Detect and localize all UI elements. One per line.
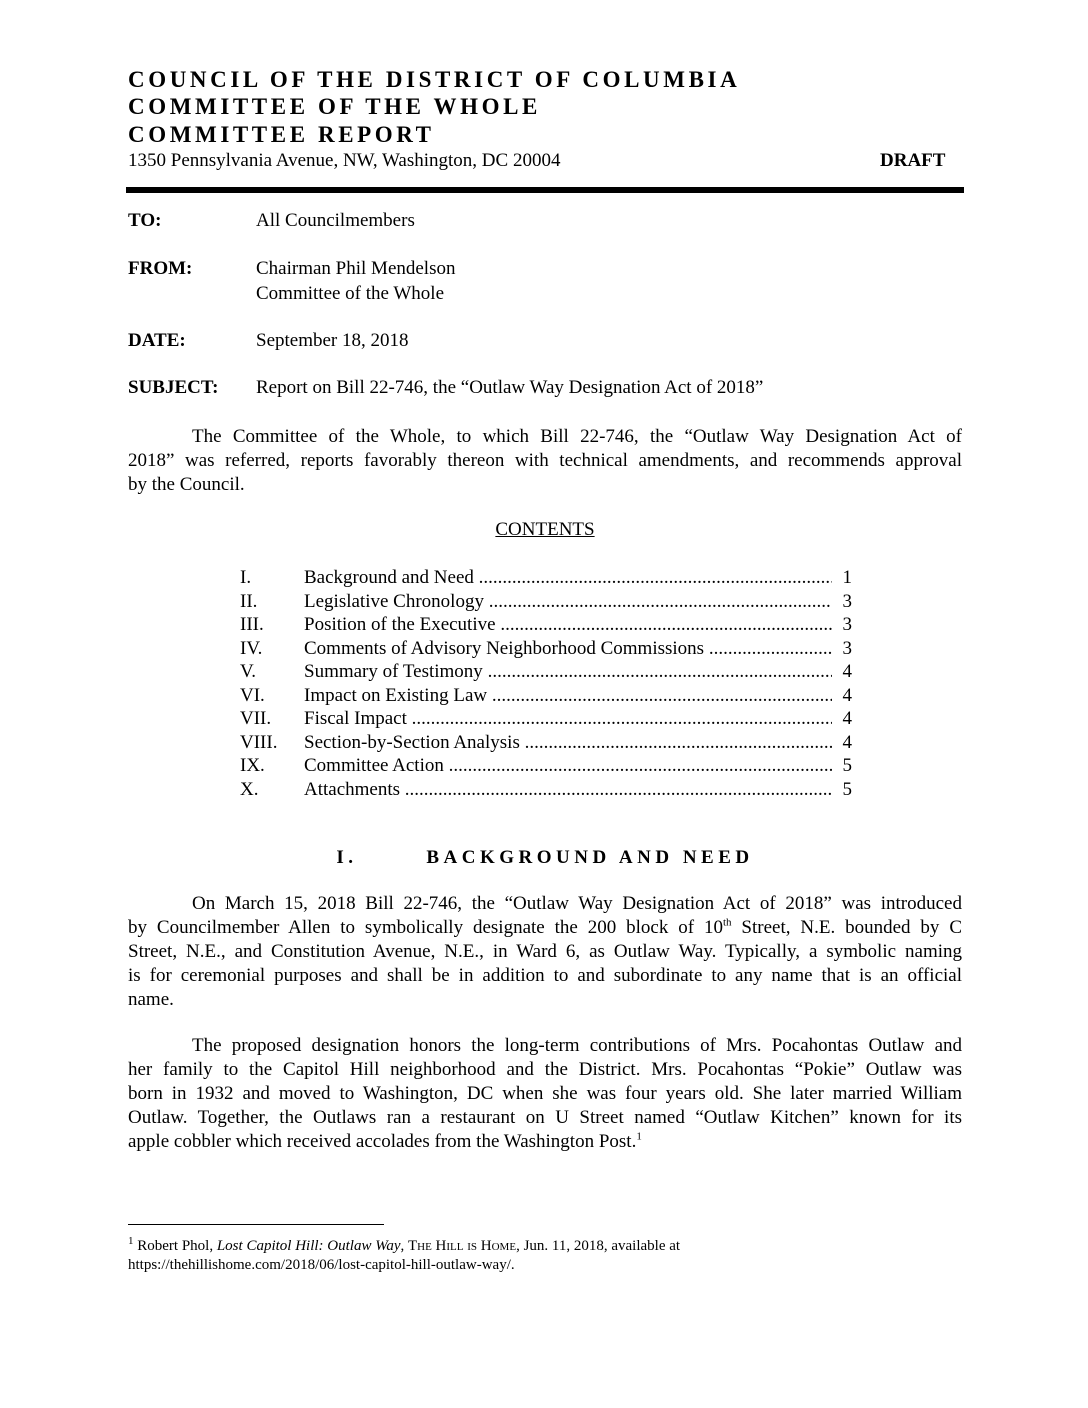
footnote-line-1: $^1$ Robert Phol, Lost Capitol Hill: Outlaw Way, The Hill is Home, Jun. 11, 2018, available at — [128, 1235, 681, 1254]
paragraph-line: Outlaw. Together, the Outlaws ran a restaurant on U Street named “Outlaw Kitchen” known for its — [128, 1107, 962, 1128]
toc-item-title: Position of the Executive ..... — [304, 613, 832, 637]
header-committee-name: COMMITTEE OF THE WHOLE — [128, 94, 541, 119]
toc-item-page: 5 — [842, 778, 852, 800]
footnote-publication: The Hill is Home — [407, 1238, 517, 1254]
toc-item-number: III. — [240, 614, 264, 635]
paragraph-line: born in 1932 and moved to Washington, DC when she was four years old. She later married William — [128, 1083, 962, 1104]
header-council-name: COUNCIL OF THE DISTRICT OF COLUMBIA — [128, 67, 741, 92]
toc-item — [240, 660, 852, 684]
toc-item-number: IV. — [240, 637, 263, 659]
toc-item-page: 1 — [842, 567, 852, 588]
contents-title: CONTENTS — [495, 519, 595, 540]
section-number: I. — [336, 847, 358, 868]
toc-item-number: X. — [240, 778, 259, 800]
toc-item-number: VI. — [240, 684, 265, 706]
paragraph-line: The proposed designation honors the long-term contributions of Mrs. Pocahontas Outlaw and — [192, 1035, 962, 1056]
toc-item-page: 4 — [842, 731, 852, 753]
toc-item-number: I. — [240, 567, 252, 588]
toc-item-number: V. — [240, 661, 257, 682]
toc-item-number: VII. — [240, 708, 272, 729]
toc-item — [240, 613, 852, 637]
paragraph-line: On March 15, 2018 Bill 22-746, the “Outlaw Way Designation Act of 2018” was introduced — [192, 893, 962, 914]
toc-item-number: IX. — [240, 755, 265, 776]
memo-from-label: FROM: — [128, 258, 193, 279]
toc-item-title: Attachments ..... — [304, 778, 832, 802]
intro-line: 2018” was referred, reports favorably thereon with technical amendments, and recommends approval — [128, 450, 962, 471]
ordinal-superscript: th — [722, 916, 732, 929]
memo-subject-label: SUBJECT: — [128, 377, 219, 398]
paragraph-line: apple cobbler which received accolades from the Washington Post.$^1$ — [128, 1130, 642, 1152]
footnote — [128, 1237, 680, 1275]
paragraph-line: Street, N.E., and Constitution Avenue, N.E., in Ward 6, as Outlaw Way. Typically, a symbolic naming — [128, 941, 962, 962]
section-heading — [128, 847, 962, 869]
footnote-divider — [128, 1224, 384, 1225]
background-paragraph-2 — [128, 1034, 962, 1154]
memo-date-label: DATE: — [128, 330, 186, 351]
memo-to-value: All Councilmembers — [256, 210, 415, 231]
toc-item — [240, 778, 852, 802]
paragraph-line: by Councilmember Allen to symbolically designate the 200 block of 10th Street, N.E. bounded by C — [128, 916, 962, 938]
toc-item-number: II. — [240, 590, 258, 612]
paragraph-line: her family to the Capitol Hill neighborhood and the District. Mrs. Pocahontas “Pokie” Outlaw was — [128, 1059, 962, 1080]
memo-from-value-1: Chairman Phil Mendelson — [256, 258, 456, 279]
toc-item-title: Background and Need ..... — [304, 566, 832, 590]
toc-item-page: 5 — [842, 755, 852, 776]
section-title: BACKGROUND AND NEED — [426, 847, 754, 868]
paragraph-line: name. — [128, 989, 174, 1010]
toc-item-title: Impact on Existing Law ..... — [304, 684, 832, 708]
toc-item-page: 4 — [842, 684, 852, 706]
toc-item — [240, 754, 852, 778]
footnote-url[interactable]: https://thehillishome.com/2018/06/lost-capitol-hill-outlaw-way/. — [128, 1257, 515, 1273]
background-paragraph-1 — [128, 892, 962, 1012]
toc-item — [240, 707, 852, 731]
memo-to-label: TO: — [128, 210, 162, 231]
footnote-marker: 1 — [128, 1235, 134, 1247]
toc-item-page: 3 — [842, 590, 852, 612]
toc-item-title: Committee Action ..... — [304, 754, 832, 778]
memo-from-value-2: Committee of the Whole — [256, 283, 445, 304]
footnote-reference[interactable]: 1 — [636, 1130, 642, 1143]
draft-label: DRAFT — [880, 150, 946, 171]
header-report-type: COMMITTEE REPORT — [128, 122, 435, 147]
toc-item — [240, 684, 852, 708]
toc-item — [240, 590, 852, 614]
toc-item-title: Summary of Testimony ..... — [304, 660, 832, 684]
header-divider — [126, 187, 964, 193]
toc-item-title: Section-by-Section Analysis ..... — [304, 731, 832, 755]
toc-item — [240, 637, 852, 661]
footnote-article-title: Lost Capitol Hill: Outlaw Way — [216, 1238, 401, 1254]
toc-item-number: VIII. — [240, 731, 278, 753]
toc-item — [240, 566, 852, 590]
intro-line: by the Council. — [128, 474, 245, 495]
toc-item-title: Legislative Chronology ..... — [304, 590, 832, 614]
intro-paragraph — [128, 425, 962, 497]
memo-subject-value: Report on Bill 22-746, the “Outlaw Way Designation Act of 2018” — [256, 377, 764, 398]
table-of-contents — [240, 566, 852, 801]
toc-item — [240, 731, 852, 755]
toc-item-title: Fiscal Impact ..... — [304, 707, 832, 731]
toc-item-page: 4 — [842, 708, 852, 729]
toc-item-page: 3 — [842, 614, 852, 635]
toc-item-page: 3 — [842, 637, 852, 659]
toc-item-page: 4 — [842, 661, 852, 682]
paragraph-line: is for ceremonial purposes and shall be in addition to and subordinate to any name that is an official — [128, 965, 962, 986]
intro-line: The Committee of the Whole, to which Bill 22-746, the “Outlaw Way Designation Act of — [192, 426, 962, 447]
toc-item-title: Comments of Advisory Neighborhood Commissions ..... — [304, 637, 832, 661]
memo-date-value: September 18, 2018 — [256, 330, 409, 351]
header-address: 1350 Pennsylvania Avenue, NW, Washington, DC 20004 — [128, 150, 561, 171]
